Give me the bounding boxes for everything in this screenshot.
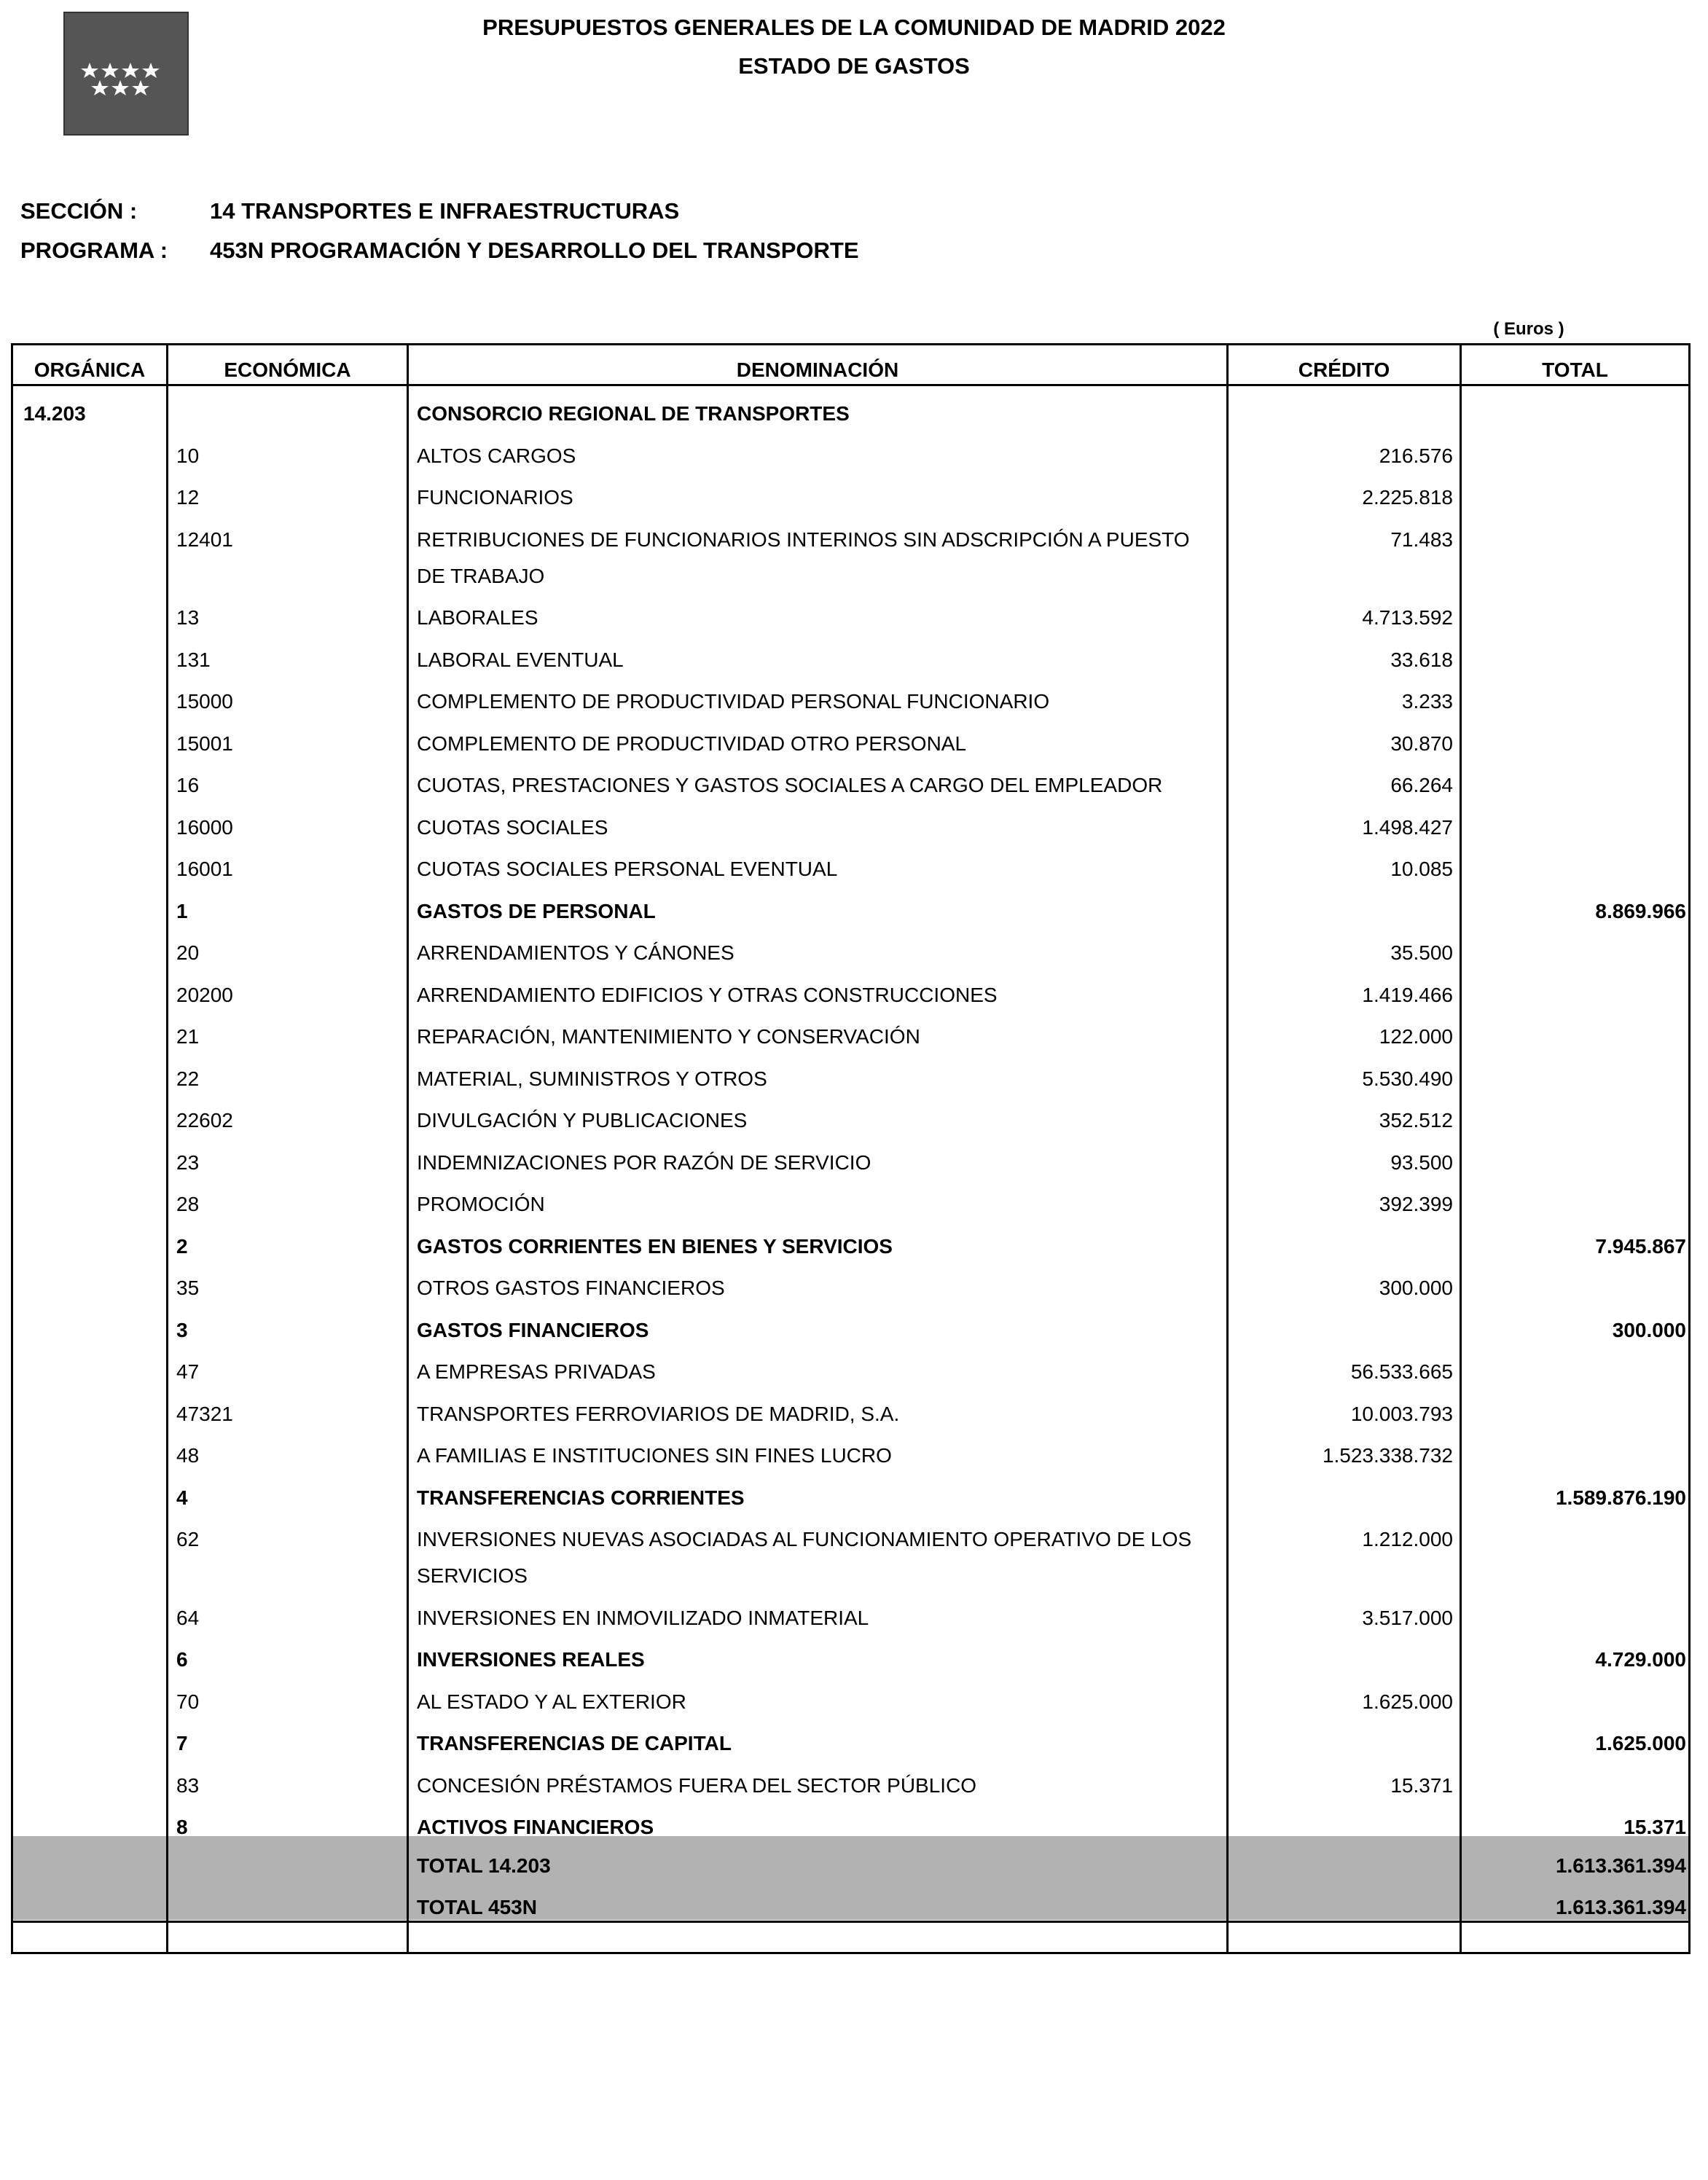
denominacion-cell: A FAMILIAS E INSTITUCIONES SIN FINES LUCRO [417,1444,892,1467]
col-header-total: TOTAL [1542,358,1608,381]
total-cell: 8.869.966 [1595,900,1686,922]
economica-cell: 10 [176,444,200,467]
economica-cell: 48 [176,1444,200,1467]
credito-cell: 122.000 [1379,1025,1453,1048]
economica-cell: 12401 [176,528,233,551]
economica-cell: 22 [176,1067,200,1090]
economica-cell: 22602 [176,1109,233,1132]
credito-cell: 10.003.793 [1350,1403,1453,1425]
economica-cell: 70 [176,1690,200,1713]
credito-cell: 1.212.000 [1362,1528,1453,1550]
programa-label: PROGRAMA : [20,238,168,263]
economica-cell: 16001 [176,858,233,880]
economica-cell: 13 [176,606,200,629]
economica-cell: 15000 [176,690,233,713]
credito-cell: 3.517.000 [1362,1607,1453,1629]
denominacion-cell: INVERSIONES EN INMOVILIZADO INMATERIAL [417,1607,869,1629]
col-header-economica: ECONÓMICA [224,358,351,381]
total-value: 1.613.361.394 [1555,1854,1686,1877]
economica-cell: 15001 [176,732,233,755]
denominacion-cell: DIVULGACIÓN Y PUBLICACIONES [417,1109,748,1132]
denominacion-cell: CUOTAS, PRESTACIONES Y GASTOS SOCIALES A CARGO DEL EMPLEADOR [417,774,1163,796]
denominacion-cell: TRANSFERENCIAS DE CAPITAL [417,1732,732,1754]
denominacion-cell: TRANSPORTES FERROVIARIOS DE MADRID, S.A. [417,1403,900,1425]
programa-line [20,238,859,264]
credito-cell: 71.483 [1390,528,1453,551]
credito-cell: 3.233 [1401,690,1453,713]
credito-cell: 300.000 [1379,1277,1453,1299]
credito-cell: 35.500 [1390,941,1453,964]
economica-cell: 35 [176,1277,200,1299]
credito-cell: 10.085 [1390,858,1453,880]
denominacion-cell: MATERIAL, SUMINISTROS Y OTROS [417,1067,767,1090]
denominacion-cell: GASTOS FINANCIEROS [417,1319,649,1341]
col-header-organica: ORGÁNICA [34,358,146,381]
economica-cell: 20 [176,941,200,964]
economica-cell: 28 [176,1193,200,1215]
total-label: TOTAL 14.203 [417,1854,551,1877]
denominacion-cell: GASTOS CORRIENTES EN BIENES Y SERVICIOS [417,1235,893,1258]
total-cell: 15.371 [1623,1816,1686,1838]
denominacion-cell: FUNCIONARIOS [417,486,573,509]
credito-cell: 15.371 [1390,1774,1453,1797]
total-cell: 1.589.876.190 [1555,1486,1686,1509]
economica-cell: 20200 [176,984,233,1006]
denominacion-cell: CONSORCIO REGIONAL DE TRANSPORTES [417,402,850,425]
credito-cell: 1.523.338.732 [1322,1444,1453,1467]
credito-cell: 2.225.818 [1362,486,1453,509]
denominacion-cell: CUOTAS SOCIALES [417,816,608,839]
denominacion-cell: ACTIVOS FINANCIEROS [417,1816,654,1838]
organica-cell: 14.203 [23,402,86,425]
denominacion-cell: AL ESTADO Y AL EXTERIOR [417,1690,686,1713]
col-header-denominacion: DENOMINACIÓN [736,358,899,381]
total-cell: 7.945.867 [1595,1235,1686,1258]
programa-value: 453N PROGRAMACIÓN Y DESARROLLO DEL TRANSPORTE [210,238,859,263]
economica-cell: 1 [176,900,188,922]
economica-cell: 47321 [176,1403,233,1425]
col-divider [407,343,409,1954]
denominacion-cell: CONCESIÓN PRÉSTAMOS FUERA DEL SECTOR PÚBLICO [417,1774,977,1797]
economica-cell: 64 [176,1607,200,1629]
economica-cell: 16000 [176,816,233,839]
denominacion-cell: OTROS GASTOS FINANCIEROS [417,1277,725,1299]
total-value: 1.613.361.394 [1555,1896,1686,1918]
units-label: ( Euros ) [1493,319,1564,339]
denominacion-cell: RETRIBUCIONES DE FUNCIONARIOS INTERINOS SIN ADSCRIPCIÓN A PUESTO DE TRABAJO [417,528,1190,587]
total-cell: 300.000 [1612,1319,1686,1341]
denominacion-cell: INVERSIONES REALES [417,1648,645,1671]
denominacion-cell: COMPLEMENTO DE PRODUCTIVIDAD OTRO PERSONAL [417,732,967,755]
denominacion-cell: INVERSIONES NUEVAS ASOCIADAS AL FUNCIONAMIENTO OPERATIVO DE LOS SERVICIOS [417,1528,1192,1587]
economica-cell: 4 [176,1486,188,1509]
economica-cell: 62 [176,1528,200,1550]
denominacion-cell: PROMOCIÓN [417,1193,545,1215]
credito-cell: 1.419.466 [1362,984,1453,1006]
total-cell: 4.729.000 [1595,1648,1686,1671]
header-divider [11,384,1691,386]
credito-cell: 5.530.490 [1362,1067,1453,1090]
denominacion-cell: GASTOS DE PERSONAL [417,900,656,922]
seccion-value: 14 TRANSPORTES E INFRAESTRUCTURAS [210,198,680,224]
denominacion-cell: ARRENDAMIENTO EDIFICIOS Y OTRAS CONSTRUCCIONES [417,984,998,1006]
credito-cell: 1.625.000 [1362,1690,1453,1713]
credito-cell: 56.533.665 [1350,1360,1453,1383]
page-subtitle: ESTADO DE GASTOS [738,53,970,79]
denominacion-cell: LABORALES [417,606,538,629]
economica-cell: 47 [176,1360,200,1383]
col-divider [1460,343,1462,1954]
economica-cell: 131 [176,648,211,671]
credito-cell: 216.576 [1379,444,1453,467]
denominacion-cell: COMPLEMENTO DE PRODUCTIVIDAD PERSONAL FUNCIONARIO [417,690,1050,713]
denominacion-cell: LABORAL EVENTUAL [417,648,624,671]
economica-cell: 2 [176,1235,188,1258]
denominacion-cell: TRANSFERENCIAS CORRIENTES [417,1486,745,1509]
col-divider [1226,343,1229,1954]
credito-cell: 392.399 [1379,1193,1453,1215]
economica-cell: 8 [176,1816,188,1838]
credito-cell: 30.870 [1390,732,1453,755]
economica-cell: 16 [176,774,200,796]
total-cell: 1.625.000 [1595,1732,1686,1754]
col-header-credito: CRÉDITO [1298,358,1390,381]
denominacion-cell: ARRENDAMIENTOS Y CÁNONES [417,941,734,964]
economica-cell: 21 [176,1025,200,1048]
denominacion-cell: CUOTAS SOCIALES PERSONAL EVENTUAL [417,858,838,880]
credito-cell: 93.500 [1390,1151,1453,1174]
credito-cell: 33.618 [1390,648,1453,671]
credito-cell: 66.264 [1390,774,1453,796]
seccion-label: SECCIÓN : [20,198,138,224]
denominacion-cell: INDEMNIZACIONES POR RAZÓN DE SERVICIO [417,1151,871,1174]
denominacion-cell: A EMPRESAS PRIVADAS [417,1360,656,1383]
page-title: PRESUPUESTOS GENERALES DE LA COMUNIDAD DE MADRID 2022 [482,15,1226,40]
denominacion-cell: REPARACIÓN, MANTENIMIENTO Y CONSERVACIÓN [417,1025,920,1048]
credito-cell: 352.512 [1379,1109,1453,1132]
economica-cell: 6 [176,1648,188,1671]
credito-cell: 1.498.427 [1362,816,1453,839]
economica-cell: 3 [176,1319,188,1341]
col-divider [166,343,168,1954]
total-label: TOTAL 453N [417,1896,537,1918]
seccion-line [20,198,679,224]
economica-cell: 83 [176,1774,200,1797]
economica-cell: 7 [176,1732,188,1754]
economica-cell: 23 [176,1151,200,1174]
denominacion-cell: ALTOS CARGOS [417,444,576,467]
economica-cell: 12 [176,486,200,509]
credito-cell: 4.713.592 [1362,606,1453,629]
